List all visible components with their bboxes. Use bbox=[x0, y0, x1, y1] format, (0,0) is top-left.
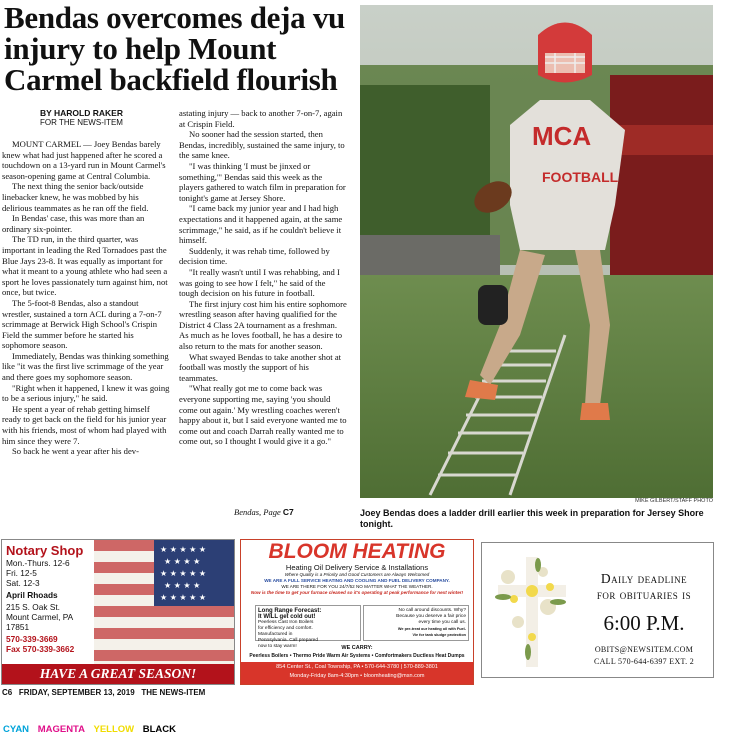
bloom-box1-text: It WILL get cold out! bbox=[258, 614, 316, 620]
photo-illustration bbox=[360, 5, 713, 498]
deadline-call: CALL 570-644-6397 EXT. 2 bbox=[593, 657, 695, 666]
notary-address-2: Mount Carmel, PA bbox=[6, 612, 74, 622]
notary-info bbox=[6, 558, 74, 654]
article-column-2 bbox=[179, 108, 347, 447]
bloom-carry: Peerless Boilers • Thermo Pride Warm Air Systems • Comfortmakers Ductless Heat Dumps bbox=[249, 653, 465, 659]
deadline-text bbox=[577, 571, 711, 667]
jump-line[interactable] bbox=[234, 507, 294, 517]
paragraph: "Right when it happened, I knew it was going to be a serious injury," he said. bbox=[2, 382, 170, 404]
paragraph: The next thing the senior back/outside linebacker knew, he was mobbed by his delirious teammates as he ran off the field. bbox=[2, 181, 149, 213]
deadline-line-2: for obituaries is bbox=[596, 587, 692, 602]
notary-shop-ad[interactable] bbox=[1, 539, 235, 685]
paragraph: "I was thinking 'I must be jinxed or something,'" Bendas said this week as the players gathered to watch film in preparation for tonight's game at Jersey Shore. bbox=[179, 160, 346, 203]
svg-text:★ ★ ★ ★ ★: ★ ★ ★ ★ ★ bbox=[160, 593, 207, 602]
jump-text: Bendas, Page bbox=[234, 507, 281, 517]
byline-outlet: FOR THE NEWS-ITEM bbox=[40, 118, 123, 127]
obituary-deadline-ad[interactable] bbox=[481, 542, 714, 678]
bloom-box2-small: We pre-treat our heating oil with Fuel-Vie for tank sludge protection bbox=[397, 627, 466, 637]
photo-caption: Joey Bendas does a ladder drill earlier this week in preparation for Jersey Shore tonight. bbox=[360, 508, 704, 529]
svg-text:★ ★ ★ ★ ★: ★ ★ ★ ★ ★ bbox=[160, 545, 207, 554]
folio-date: FRIDAY, SEPTEMBER 13, 2019 bbox=[18, 688, 135, 697]
paragraph: astating injury — back to another 7-on-7, again at Crispin Field. bbox=[179, 108, 343, 129]
deadline-line-1: Daily deadline bbox=[600, 571, 688, 586]
notary-hours-2: Fri. 12-5 bbox=[6, 568, 37, 578]
paragraph: The first injury cost him his entire sophomore wrestling season after having qualified for the District 4 Class 2A tournament as a freshman. As much as he loves football, he has a desire to also return to the mats for another season. bbox=[179, 298, 347, 352]
paragraph: In Bendas' case, this was more than an ordinary six-pointer. bbox=[2, 213, 145, 234]
article-column-1 bbox=[2, 139, 170, 457]
bloom-tag: Where Quality is a Priority and Good Customers are Always Welcomed bbox=[284, 572, 430, 577]
paragraph: No sooner had the session started, then Bendas, incredibly, sustained the same injury, to the same knee. bbox=[179, 129, 345, 161]
color-magenta: MAGENTA bbox=[37, 724, 86, 735]
byline-author: BY HAROLD RAKER bbox=[40, 108, 123, 118]
paragraph: What swayed Bendas to take another shot at football was mostly the support of his teammates. bbox=[179, 351, 342, 383]
american-flag-image bbox=[94, 540, 234, 684]
color-black: BLACK bbox=[142, 724, 177, 735]
bloom-line-2: WE ARE THERE FOR YOU 24/7/52 NO MATTER WHAT THE WEATHER. bbox=[281, 584, 433, 589]
bloom-footer bbox=[241, 662, 473, 684]
bloom-box1-title: Long Range Forecast: bbox=[258, 608, 322, 614]
jersey-text-2: FOOTBALL bbox=[542, 169, 619, 185]
notary-title: Notary Shop bbox=[6, 543, 84, 558]
paragraph: Suddenly, it was rehab time, followed by decision time. bbox=[179, 245, 330, 267]
bloom-sub: Heating Oil Delivery Service & Installations bbox=[285, 563, 429, 572]
svg-text:★ ★ ★ ★: ★ ★ ★ ★ bbox=[164, 557, 201, 566]
paragraph: He spent a year of rehab getting himself ready to get back on the field for his junior year with his friends, most of whom had played with him since they were 7. bbox=[2, 403, 167, 446]
notary-phone: 570-339-3669 bbox=[6, 634, 58, 644]
bloom-line-1: WE ARE A FULL SERVICE HEATING AND COOLING AND FUEL DELIVERY COMPANY. bbox=[264, 578, 450, 583]
flower-cross-image bbox=[488, 547, 576, 675]
jump-page: C7 bbox=[282, 507, 294, 517]
notary-hours-1: Mon.-Thurs. 12-6 bbox=[6, 558, 70, 568]
bloom-box1-small: Peerless Cast Iron Boilers for efficiency and comfort. Manufactured in Pennsylvania. Call prepared now to stay warm! bbox=[258, 620, 318, 649]
paragraph: "What really got me to come back was everyone supporting me, saying 'you should come out again.' My wrestling coaches weren't happy about it, but I said everyone wanted me to come out and coach Darrah really wanted me to come out, so I thought I would give it a go." bbox=[179, 383, 347, 447]
page-folio bbox=[2, 688, 205, 697]
jersey-text-1: MCA bbox=[532, 121, 592, 151]
byline bbox=[40, 108, 123, 127]
bloom-hours: Monday-Friday 8am-4:30pm • bloomheating@msn.com bbox=[289, 673, 425, 679]
bloom-heating-ad[interactable] bbox=[240, 539, 474, 685]
paragraph: The 5-foot-8 Bendas, also a standout wrestler, sustained a torn ACL during a 7-on-7 scrimmage at Berwick High School's Crispin Field the summer before he started his sophomore season. bbox=[2, 297, 162, 351]
football-photo bbox=[360, 5, 713, 498]
color-cyan: CYAN bbox=[3, 724, 30, 735]
folio-paper: THE NEWS-ITEM bbox=[141, 688, 206, 697]
svg-text:★ ★ ★ ★ ★: ★ ★ ★ ★ ★ bbox=[160, 569, 207, 578]
color-yellow: YELLOW bbox=[93, 724, 135, 735]
paragraph: So back he went a year after his dev- bbox=[12, 446, 139, 457]
bloom-forecast-box bbox=[255, 605, 361, 649]
deadline-time: 6:00 P.M. bbox=[603, 611, 685, 635]
paragraph: MOUNT CARMEL — Joey Bendas barely knew what had just happened after he scored a touchdown on a 13-yard run in Mount Carmel's season-opening game at Central Columbia. bbox=[2, 139, 166, 181]
bloom-discount-box bbox=[363, 605, 469, 641]
notary-name: April Rhoads bbox=[6, 590, 58, 600]
paragraph: "I came back my junior year and I had high expectations and it happened again, at the same scrimmage," he said, as if he couldn't believe it himself. bbox=[179, 203, 343, 246]
bloom-address: 854 Center St., Coal Township, PA • 570-644-3780 | 570-889-3801 bbox=[276, 664, 438, 670]
notary-banner: HAVE A GREAT SEASON! bbox=[2, 664, 234, 684]
bloom-logo: BLOOM HEATING bbox=[268, 540, 446, 563]
color-registration-bar bbox=[3, 724, 182, 735]
notary-hours-3: Sat. 12-3 bbox=[6, 578, 40, 588]
paragraph: Immediately, Bendas was thinking something like "it was the first live scrimmage of the year and there goes my sophomore season. bbox=[2, 350, 169, 383]
notary-fax: Fax 570-339-3662 bbox=[6, 644, 75, 654]
paragraph: The TD run, in the third quarter, was important in leading the Red Tornadoes past the Blue Jays 23-8. It was equally as important for what it meant to a young athlete who had seen a sport he loves passionately turn against him, not once, but twice. bbox=[2, 234, 168, 298]
photo-credit: MIKE GILBERT/STAFF PHOTO bbox=[635, 498, 713, 504]
notary-address-3: 17851 bbox=[6, 622, 30, 632]
headline: Bendas overcomes deja vu injury to help Mount Carmel backfield flourish bbox=[4, 0, 345, 97]
bloom-box2-text: No call around discounts. Why? Because you deserve a fair price every time you call us. bbox=[396, 608, 466, 625]
folio-page: C6 bbox=[2, 688, 13, 697]
paragraph: "It really wasn't until I was rehabbing, and I was going to see how I felt," he said of the tough decision on his future in football. bbox=[179, 266, 340, 299]
notary-address-1: 215 S. Oak St. bbox=[6, 602, 60, 612]
deadline-email[interactable]: OBITS@NEWSITEM.COM bbox=[594, 645, 694, 654]
bloom-carry-title: WE CARRY: bbox=[341, 645, 373, 651]
bloom-line-3: Now is the time to get your furnace cleaned so it's operating at peak performance for next winter! bbox=[250, 590, 464, 595]
svg-text:★ ★ ★ ★: ★ ★ ★ ★ bbox=[164, 581, 201, 590]
